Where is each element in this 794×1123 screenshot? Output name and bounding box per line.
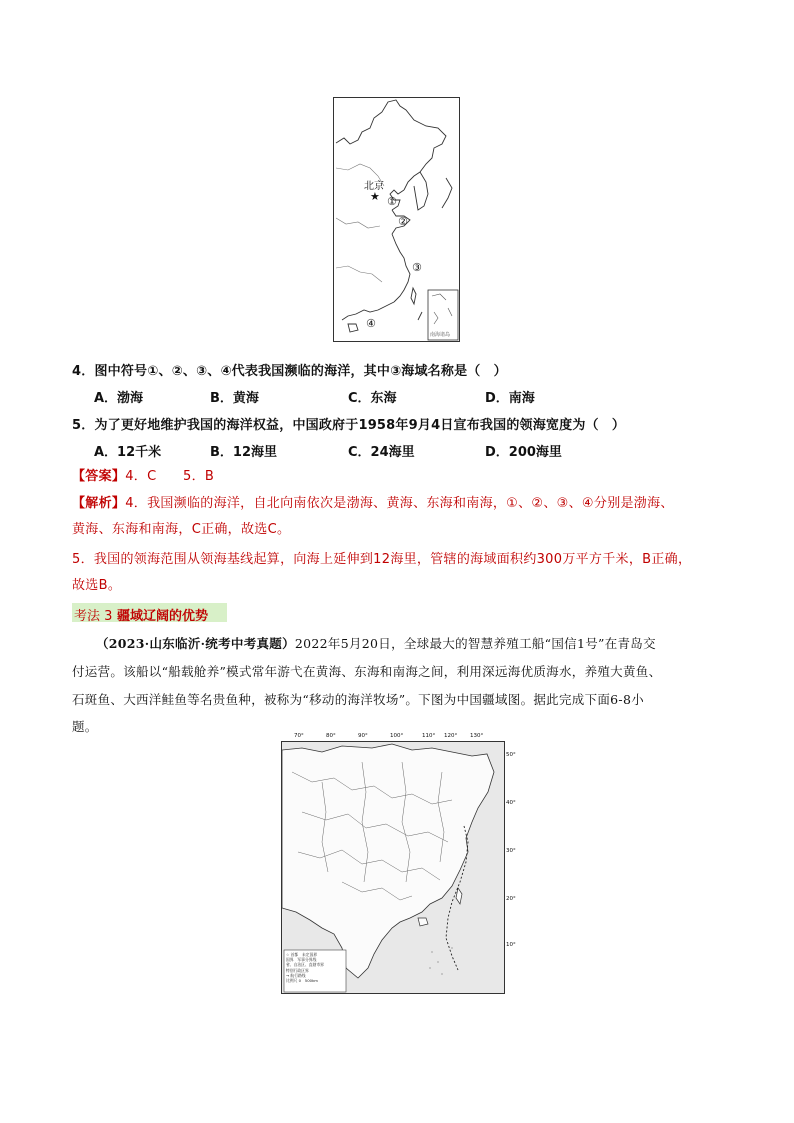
marker-3: ③ [412, 261, 422, 274]
tick-right-30: 30° [506, 848, 516, 854]
legend-border: 国界 军事分界线 [286, 957, 317, 963]
passage-line-1-text: 2022年5月20日，全球最大的智慧养殖工船“国信1号”在青岛交 [294, 636, 656, 651]
question-5-stem: 5．为了更好地维护我国的海洋权益，中国政府于1958年9月4日宣布我国的领海宽度为（ ） [72, 418, 626, 433]
passage-line-1 [96, 632, 656, 655]
tick-top-110: 110° [422, 733, 436, 739]
legend-route: → 航行路线 [286, 972, 306, 978]
tick-right-10: 10° [506, 942, 516, 948]
question-4-stem: 4．图中符号①、②、③、④代表我国濒临的海洋，其中③海域名称是（ ） [72, 364, 507, 379]
tick-right-20: 20° [506, 896, 516, 902]
q5-option-a: A．12千米 [94, 445, 162, 460]
legend-star-icon: ☆ [286, 952, 290, 957]
analysis-text-1: 4．我国濒临的海洋，自北向南依次是渤海、黄海、东海和南海，①、②、③、④分别是渤海、 [125, 496, 674, 511]
answer-tag: 【答案】 [72, 469, 126, 484]
passage-line-2: 付运营。该船以“船载舱养”模式常年游弋在黄海、东海和南海之间，利用深远海优质海水，养殖大黄鱼、 [72, 664, 662, 679]
tick-right-40: 40° [506, 800, 516, 806]
tick-top-90: 90° [358, 733, 368, 739]
q5-option-d: D．200海里 [485, 445, 562, 460]
map-china-territory [281, 733, 516, 994]
analysis-line-4: 故选B。 [72, 578, 122, 593]
legend-scale: 比例尺 0 500km [286, 978, 318, 984]
tick-top-100: 100° [390, 733, 404, 739]
q4-option-c: C．东海 [348, 391, 397, 406]
map1-city-label: 北京 [364, 181, 384, 192]
legend-capital: ☆ 首都 未定国界 [286, 952, 318, 957]
legend-province: 省、自治区、直辖市界 [286, 962, 324, 968]
map-china-coast-drawing [334, 98, 459, 341]
capital-star-icon: ★ [370, 190, 380, 203]
q5-option-b: B．12海里 [210, 445, 277, 460]
section-label: 考法 3 [74, 609, 113, 624]
passage-line-4: 题。 [72, 719, 98, 734]
marker-4: ④ [366, 317, 376, 330]
q5-option-c: C．24海里 [348, 445, 415, 460]
legend-sar: 特别行政区界 [286, 967, 309, 973]
q4-option-b: B．黄海 [210, 391, 259, 406]
legend-arrow-icon: → [286, 972, 290, 978]
tick-top-70: 70° [294, 733, 304, 739]
tick-top-130: 130° [470, 733, 484, 739]
marker-2: ② [398, 215, 408, 228]
answer-line [72, 465, 214, 488]
q4-option-d: D．南海 [485, 391, 535, 406]
analysis-tag: 【解析】 [72, 496, 126, 511]
tick-right-50: 50° [506, 752, 516, 758]
section-title: 疆域辽阔的优势 [116, 609, 208, 624]
section-heading [74, 605, 208, 624]
analysis-line-1 [72, 492, 674, 515]
tick-top-120: 120° [444, 733, 458, 739]
map-china-coast [333, 97, 460, 342]
inset-label: 南海诸岛 [430, 332, 451, 338]
analysis-line-2: 黄海、东海和南海，C正确，故选C。 [72, 522, 291, 537]
answer-text: 4．C 5．B [125, 469, 215, 484]
q4-option-a: A．渤海 [94, 391, 144, 406]
marker-1: ① [387, 195, 397, 208]
tick-top-80: 80° [326, 733, 336, 739]
analysis-line-3: 5．我国的领海范围从领海基线起算，向海上延伸到12海里，管辖的海域面积约300万平方千米，B正确， [72, 552, 692, 567]
passage-source: （2023·山东临沂·统考中考真题） [96, 636, 295, 651]
map2-legend [286, 952, 324, 983]
passage-line-3: 石斑鱼、大西洋鲑鱼等名贵鱼种，被称为“移动的海洋牧场”。下图为中国疆域图。据此完成下面6-8小 [72, 692, 645, 707]
